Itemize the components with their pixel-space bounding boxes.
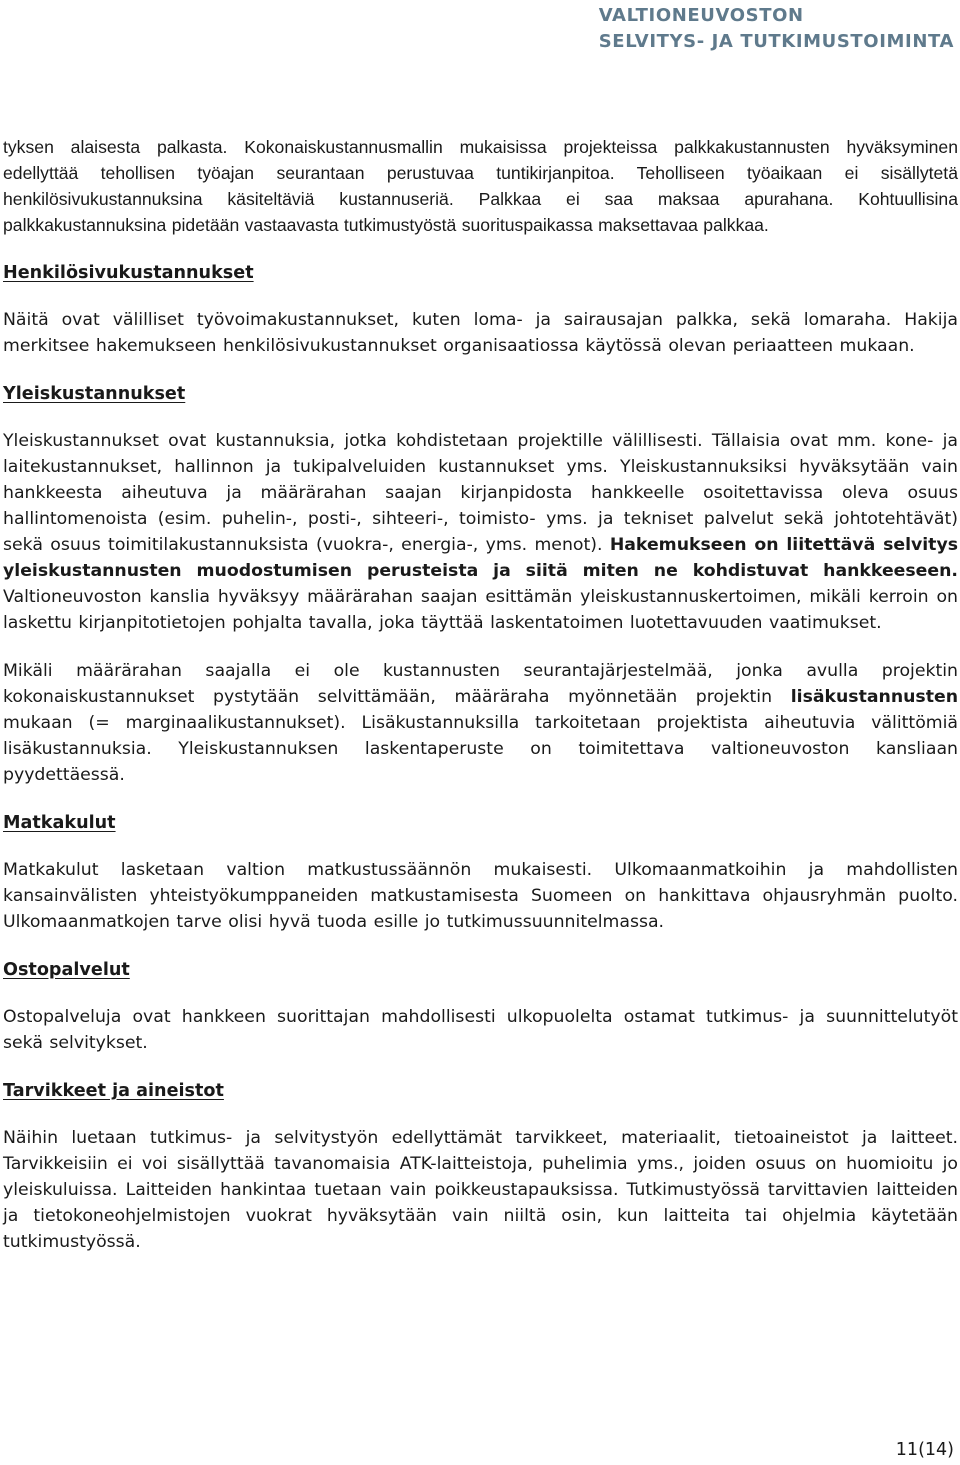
- document-body: [3, 134, 958, 1255]
- lisa-emphasis: lisäkustannusten: [790, 687, 958, 707]
- heading-henkilosivukustannukset: Henkilösivukustannukset: [3, 263, 254, 283]
- page-number: 11(14): [895, 1440, 954, 1460]
- lisa-text-a: Mikäli määrärahan saajalla ei ole kustannusten seurantajärjestelmää, jonka avulla projektin kokonaiskustannukset pystytään selvittämään, määräraha myönnetään projektin: [3, 661, 958, 707]
- intro-paragraph: tyksen alaisesta palkasta. Kokonaiskustannusmallin mukaisissa projekteissa palkkakustannusten hyväksyminen edellyttää tehollisen työajan seurantaan perustuvaa tuntikirjanpitoa. Teholliseen työaikaan ei sisällytetä henkilösivukustannuksina käsiteltäviä kustannuseriä. Palkkaa ei saa maksaa apurahana. Kohtuullisina palkkakustannuksina pidetään vastaavasta tutkimustyöstä suorituspaikassa maksettavaa palkkaa.: [3, 137, 958, 235]
- heading-yleiskustannukset: Yleiskustannukset: [3, 384, 186, 404]
- heading-tarvikkeet: Tarvikkeet ja aineistot: [3, 1081, 224, 1101]
- yleis-text-a: Yleiskustannukset ovat kustannuksia, jotka kohdistetaan projektille välillisesti. Tällaisia ovat mm. kone- ja laitekustannukset, hallinnon ja tukipalveluiden kustannukset yms. Yleiskustannuksiksi hyväksytään vain hankkeesta aiheutuva ja määrärahan saajan kirjanpidosta hankkeelle osoitettavissa oleva osuus hallintomenoista (esim. puhelin-, posti-, sihteeri-, toimisto- yms. ja tekniset palvelut sekä johtotehtävät) sekä osuus toimitilakustannuksista (vuokra-, energia-, yms. menot).: [3, 431, 958, 555]
- tarvikkeet-paragraph: Näihin luetaan tutkimus- ja selvitystyön edellyttämät tarvikkeet, materiaalit, tietoaineistot ja laitteet. Tarvikkeisiin ei voi sisällyttää tavanomaisia ATK-laitteistoja, puhelimia yms., joiden osuus on huomioitu jo yleiskuluissa. Laitteiden hankintaa tuetaan vain poikkeustapauksissa. Tutkimustyössä tarvittavien laitteiden ja tietokoneohjelmistojen vuokrat hyväksytään vain niiltä osin, kun laitteita tai ohjelmia käytetään tutkimustyössä.: [3, 1128, 958, 1252]
- lisa-text-b: mukaan (= marginaalikustannukset). Lisäkustannuksilla tarkoitetaan projektista aiheutuvia välittömiä lisäkustannuksia. Yleiskustannuksen laskentaperuste on toimitettava valtioneuvoston kansliaan pyydettäessä.: [3, 713, 958, 785]
- header-line-1: VALTIONEUVOSTON: [598, 5, 804, 26]
- henkilosivukustannukset-paragraph: Näitä ovat välilliset työvoimakustannukset, kuten loma- ja sairausajan palkka, sekä lomaraha. Hakija merkitsee hakemukseen henkilösivukustannukset organisaatiossa käytössä olevan periaatteen mukaan.: [3, 310, 958, 356]
- yleis-emphasis: Hakemukseen on liitettävä selvitys yleiskustannusten muodostumisen perusteista ja siitä miten ne kohdistuvat hankkeeseen.: [3, 535, 958, 581]
- matkakulut-paragraph: Matkakulut lasketaan valtion matkustussäännön mukaisesti. Ulkomaanmatkoihin ja mahdollisten kansainvälisten yhteistyökumppaneiden matkustamisesta Suomeen on hankittava ohjausryhmän puolto. Ulkomaanmatkojen tarve olisi hyvä tuoda esille jo tutkimussuunnitelmassa.: [3, 860, 958, 932]
- publisher-header: [599, 3, 954, 55]
- yleis-text-b: Valtioneuvoston kanslia hyväksyy määrärahan saajan esittämän yleiskustannuskertoimen, mikäli kerroin on laskettu kirjanpitotietojen pohjalta tavalla, joka täyttää laskentatoimen luotettavuuden vaatimukset.: [3, 587, 958, 633]
- yleiskustannukset-paragraph: [3, 428, 958, 636]
- ostopalvelut-paragraph: Ostopalveluja ovat hankkeen suorittajan mahdollisesti ulkopuolelta ostamat tutkimus- ja suunnittelutyöt sekä selvitykset.: [3, 1007, 958, 1053]
- header-line-2: SELVITYS- JA TUTKIMUSTOIMINTA: [598, 31, 954, 52]
- lisakustannukset-paragraph: [3, 658, 958, 788]
- heading-matkakulut: Matkakulut: [3, 813, 116, 833]
- heading-ostopalvelut: Ostopalvelut: [3, 960, 130, 980]
